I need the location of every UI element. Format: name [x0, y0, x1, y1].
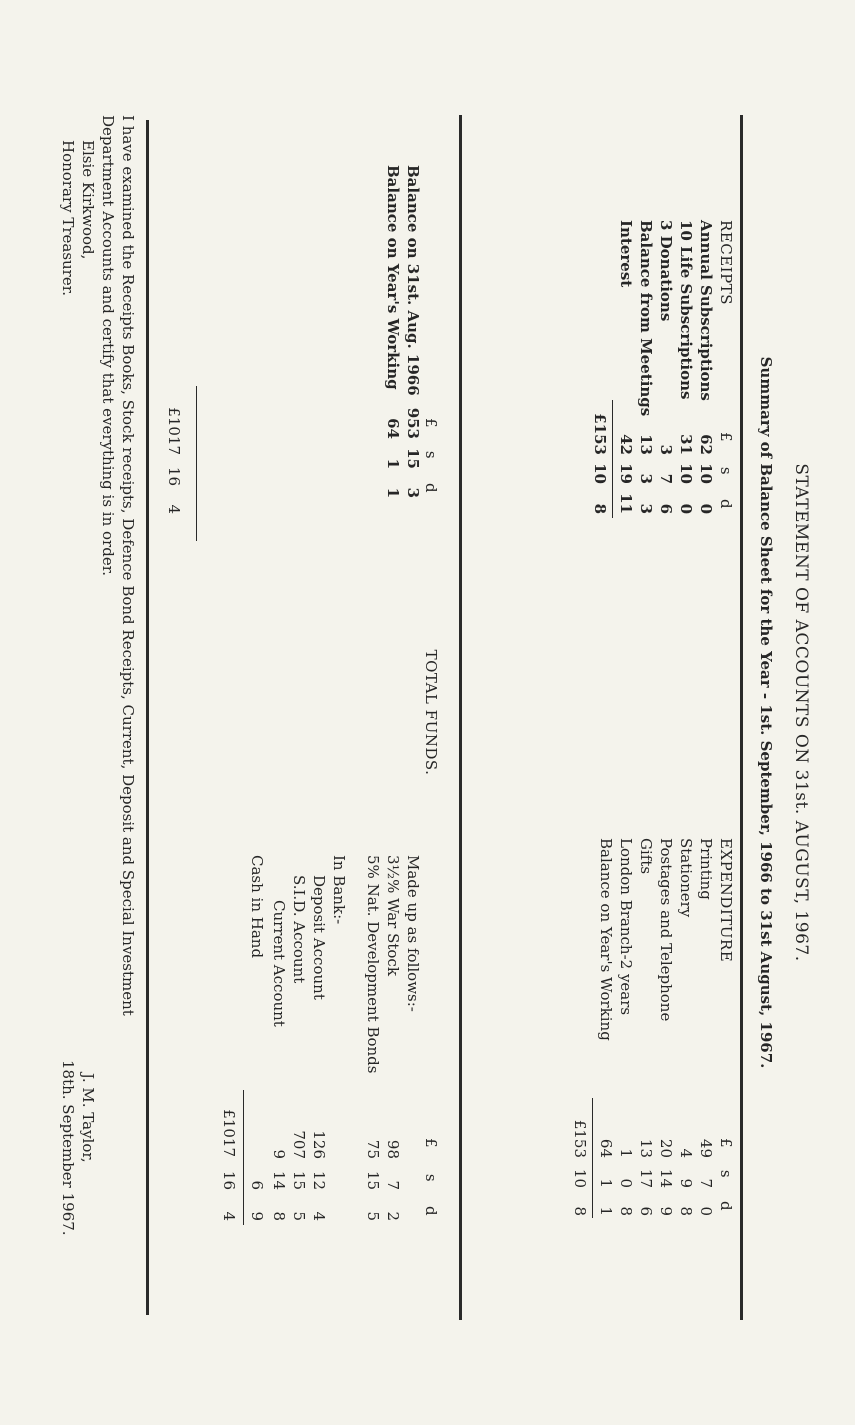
bank-item-shillings: 14 — [270, 1170, 288, 1190]
funds-right-shillings-header: s — [422, 1173, 440, 1183]
expenditure-total-shillings: 10 — [571, 1168, 589, 1188]
funds-right-total-pounds: £1017 — [220, 1109, 238, 1157]
funds-left-total-rule — [196, 386, 197, 541]
bank-item-label: Current Account — [270, 900, 288, 1027]
receipt-shillings: 19 — [617, 463, 635, 484]
expenditure-shillings: 14 — [657, 1168, 675, 1188]
bank-item-pence: 4 — [310, 1211, 328, 1221]
bank-item-shillings: 15 — [290, 1170, 308, 1190]
auditor-name: Elsie Kirkwood, — [79, 140, 97, 260]
funds-left-pence: 1 — [384, 487, 402, 498]
expenditure-total-pence: 8 — [571, 1206, 589, 1216]
war-stock-label: 3½% War Stock — [384, 855, 402, 976]
receipt-shillings: 10 — [677, 463, 695, 484]
expenditure-pence: 0 — [697, 1206, 715, 1216]
development-bonds-label: 5% Nat. Development Bonds — [364, 855, 382, 1074]
receipts-pounds-header: £ — [717, 431, 735, 443]
funds-left-pounds: 64 — [384, 418, 402, 439]
receipt-pence: 3 — [637, 503, 655, 514]
funds-left-total-pence: 4 — [165, 504, 183, 514]
expenditure-pence: 9 — [657, 1206, 675, 1216]
expenditure-heading: EXPENDITURE — [717, 838, 735, 963]
auditor-title: Honorary Treasurer. — [59, 140, 77, 297]
receipt-pence: 11 — [617, 493, 635, 514]
war-stock-pence: 2 — [384, 1211, 402, 1221]
cash-pence: 9 — [248, 1211, 266, 1221]
receipt-label: 10 Life Subscriptions — [677, 220, 695, 400]
funds-left-total-shillings: 16 — [165, 466, 183, 486]
development-bonds-pence: 5 — [364, 1211, 382, 1221]
receipt-label: Interest — [617, 220, 635, 288]
treasurer-name: J. M. Taylor, — [79, 1073, 97, 1163]
funds-left-total-pounds: £1017 — [165, 407, 183, 455]
expenditure-pounds-header: £ — [717, 1137, 735, 1149]
expenditure-label: Printing — [697, 838, 715, 900]
expenditure-pounds: 20 — [657, 1138, 675, 1158]
receipt-shillings: 3 — [637, 473, 655, 484]
funds-right-total-shillings: 16 — [220, 1170, 238, 1190]
in-bank-label: In Bank:- — [330, 855, 348, 925]
funds-left-shillings: 15 — [404, 448, 422, 469]
expenditure-pounds: 1 — [617, 1148, 635, 1158]
receipts-total-shillings: 10 — [591, 463, 609, 484]
certification-line-2: Department Accounts and certify that everything is in order. — [99, 115, 117, 577]
document-title: STATEMENT OF ACCOUNTS ON 31st. AUGUST, 1967. — [791, 463, 811, 962]
funds-right-pounds-header: £ — [422, 1137, 440, 1149]
document-subtitle: Summary of Balance Sheet for the Year - 1st. September, 1966 to 31st August, 1967. — [757, 356, 775, 1069]
receipt-pounds: 62 — [697, 434, 715, 455]
receipt-pounds: 3 — [657, 444, 675, 455]
expenditure-shillings: 0 — [617, 1178, 635, 1188]
expenditure-total-pounds: £153 — [571, 1119, 589, 1158]
receipt-pounds: 13 — [637, 434, 655, 455]
expenditure-pence: 8 — [677, 1206, 695, 1216]
total-funds-heading: TOTAL FUNDS. — [422, 649, 440, 776]
funds-left-shillings-header: s — [422, 450, 440, 460]
bottom-rule — [146, 120, 149, 1315]
funds-right-total-pence: 4 — [220, 1211, 238, 1221]
expenditure-shillings: 7 — [697, 1178, 715, 1188]
receipt-pence: 0 — [677, 503, 695, 514]
bank-item-label: S.I.D. Account — [290, 875, 308, 984]
expenditure-label: Gifts — [637, 838, 655, 875]
funds-left-label: Balance on Year's Working — [384, 165, 402, 390]
expenditure-pence: 6 — [637, 1206, 655, 1216]
receipts-total-rule — [612, 400, 613, 518]
made-up-label: Made up as follows:- — [404, 855, 422, 1012]
expenditure-label: Postages and Telephone — [657, 838, 675, 1022]
receipts-shillings-header: s — [717, 466, 735, 476]
receipts-total-pence: 8 — [591, 503, 609, 514]
expenditure-pence: 8 — [617, 1206, 635, 1216]
expenditure-label: Stationery — [677, 838, 695, 918]
funds-right-pence-header: d — [422, 1205, 440, 1217]
expenditure-pounds: 64 — [597, 1138, 615, 1158]
top-rule — [740, 115, 743, 1320]
expenditure-shillings: 1 — [597, 1178, 615, 1188]
receipt-pounds: 31 — [677, 434, 695, 455]
expenditure-pounds: 13 — [637, 1138, 655, 1158]
development-bonds-shillings: 15 — [364, 1170, 382, 1190]
receipt-pounds: 42 — [617, 434, 635, 455]
certification-line-1: I have examined the Receipts Books, Stock receipts, Defence Bond Receipts, Current, Deposit and Special Investment — [119, 115, 137, 1016]
receipts-heading: RECEIPTS — [717, 220, 735, 305]
receipt-label: Balance from Meetings — [637, 220, 655, 417]
war-stock-shillings: 7 — [384, 1180, 402, 1190]
expenditure-pounds: 49 — [697, 1138, 715, 1158]
signature-date: 18th. September 1967. — [59, 1060, 77, 1236]
expenditure-label: Balance on Year's Working — [597, 838, 615, 1041]
funds-right-total-rule — [243, 1090, 244, 1225]
receipt-pence: 0 — [697, 503, 715, 514]
receipt-label: 3 Donations — [657, 220, 675, 322]
expenditure-shillings: 9 — [677, 1178, 695, 1188]
bank-item-shillings: 12 — [310, 1170, 328, 1190]
funds-left-pence: 3 — [404, 487, 422, 498]
receipts-pence-header: d — [717, 498, 735, 510]
funds-left-pence-header: d — [422, 482, 440, 494]
development-bonds-pounds: 75 — [364, 1139, 382, 1159]
expenditure-pounds: 4 — [677, 1148, 695, 1158]
expenditure-pence: 1 — [597, 1206, 615, 1216]
funds-left-shillings: 1 — [384, 458, 402, 469]
receipt-label: Annual Subscriptions — [697, 220, 715, 401]
bank-item-pounds: 126 — [310, 1130, 328, 1159]
war-stock-pounds: 98 — [384, 1139, 402, 1159]
bank-item-pounds: 707 — [290, 1130, 308, 1159]
cash-label: Cash in Hand — [248, 855, 266, 959]
expenditure-shillings: 17 — [637, 1168, 655, 1188]
funds-left-pounds: 953 — [404, 407, 422, 439]
expenditure-shillings-header: s — [717, 1169, 735, 1179]
expenditure-total-rule — [592, 1098, 593, 1218]
bank-item-pence: 5 — [290, 1211, 308, 1221]
receipt-pence: 6 — [657, 503, 675, 514]
funds-left-pounds-header: £ — [422, 417, 440, 429]
cash-shillings: 6 — [248, 1180, 266, 1190]
receipt-shillings: 10 — [697, 463, 715, 484]
receipts-total-pounds: £153 — [591, 413, 609, 455]
bank-item-label: Deposit Account — [310, 875, 328, 1000]
funds-left-label: Balance on 31st. Aug. 1966 — [404, 165, 422, 396]
middle-rule — [459, 115, 462, 1320]
bank-item-pence: 8 — [270, 1211, 288, 1221]
bank-item-pounds: 9 — [270, 1149, 288, 1159]
receipt-shillings: 7 — [657, 473, 675, 484]
expenditure-label: London Branch-2 years — [617, 838, 635, 1016]
expenditure-pence-header: d — [717, 1200, 735, 1212]
